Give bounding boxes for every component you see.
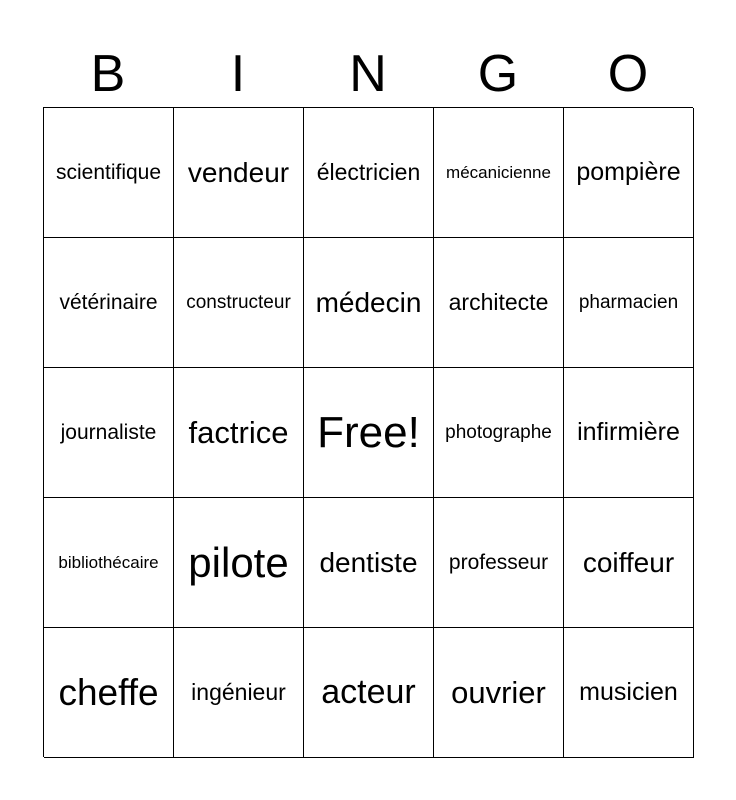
bingo-cell[interactable]: médecin [304,238,434,368]
header-letter-g: G [477,45,519,103]
bingo-cell[interactable]: factrice [174,368,304,498]
bingo-board [43,107,693,757]
bingo-cell[interactable]: constructeur [174,238,304,368]
free-space-cell[interactable]: Free! [304,368,434,498]
bingo-cell[interactable]: coiffeur [564,498,694,628]
bingo-cell[interactable]: mécanicienne [434,108,564,238]
bingo-cell[interactable]: cheffe [44,628,174,758]
bingo-cell[interactable]: ouvrier [434,628,564,758]
header-letter-n: N [349,45,387,103]
bingo-cell[interactable]: électricien [304,108,434,238]
header-letter-i: I [230,45,246,103]
bingo-header [43,40,693,108]
bingo-cell[interactable]: pilote [174,498,304,628]
bingo-cell[interactable]: vendeur [174,108,304,238]
bingo-cell[interactable]: acteur [304,628,434,758]
bingo-cell[interactable]: pharmacien [564,238,694,368]
bingo-cell[interactable]: journaliste [44,368,174,498]
bingo-cell[interactable]: scientifique [44,108,174,238]
bingo-cell[interactable]: bibliothécaire [44,498,174,628]
bingo-cell[interactable]: pompière [564,108,694,238]
bingo-cell[interactable]: dentiste [304,498,434,628]
bingo-cell[interactable]: architecte [434,238,564,368]
bingo-cell[interactable]: professeur [434,498,564,628]
header-letter-b: B [90,45,126,103]
bingo-cell[interactable]: vétérinaire [44,238,174,368]
header-letter-o: O [607,45,649,103]
bingo-cell[interactable]: photographe [434,368,564,498]
bingo-cell[interactable]: ingénieur [174,628,304,758]
bingo-cell[interactable]: infirmière [564,368,694,498]
bingo-cell[interactable]: musicien [564,628,694,758]
